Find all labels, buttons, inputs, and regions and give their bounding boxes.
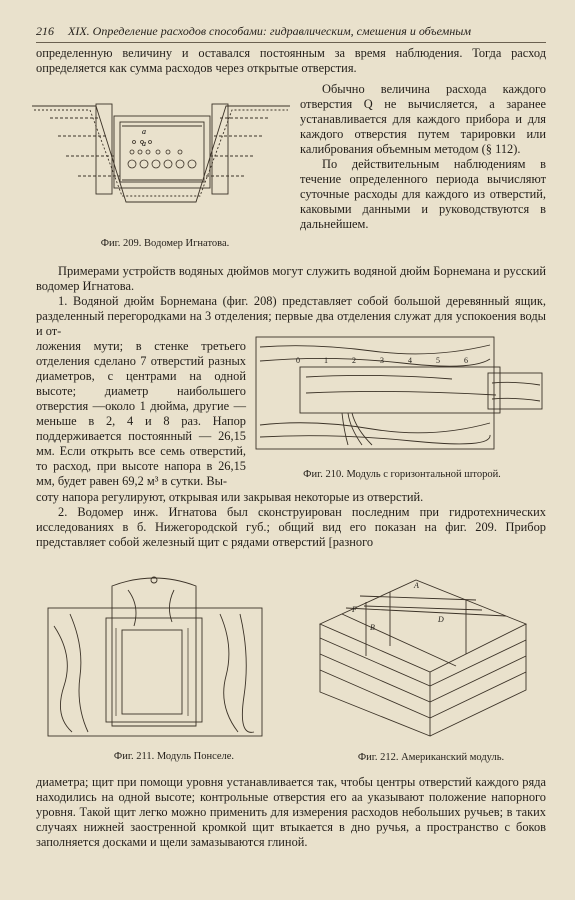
paragraph-right: Обычно величина расхода каждого отверстия Q не вычисляется, а заранее устанавливается для каждого прибора и для каждого отверстия путем тарировки или калибрования объемным методом (§ 112). По действительным наблюдениям в течение определенного периода вычисляют суточные расходы для каждого из отверстий, каковыми данными и руководствуются в дальнейшем. (300, 82, 546, 231)
fig210-scale-2: 2 (352, 356, 356, 365)
fig210-scale-4: 4 (408, 356, 412, 365)
fig209-caption: Фиг. 209. Водомер Игнатова. (100, 238, 230, 249)
fig212-caption: Фиг. 212. Американский модуль. (357, 752, 505, 763)
paragraph-bornemann: ложения мути; в стенке третьего отделения сделано 7 отверстий разных диаметров, с центрами на одной высоте; диаметр наибольшего отверстия —около 1 дюйма, другие — меньше в 2, 4 и 8 раз. Напор поддерживается постоянный — 26,15 мм. Если открыть все семь отверстий, то расход, при высоте напора в 26,15 мм, будет равен 69,2 м³ в сутки. Вы- (36, 339, 246, 488)
paragraph-ignatov: соту напора регулируют, открывая или закрывая некоторые из отверстий. 2. Водомер инж. Игнатова был сконструирован последним при гидротехнических исследованиях в б. Нижегородской губ.; общий вид его показан на фиг. 209. Прибор представляет собой железный щит с рядами отверстий [разного (36, 490, 546, 549)
page-number: 216 (36, 24, 54, 38)
fig210-scale-1: 1 (324, 356, 328, 365)
fig212-label-b: B (370, 623, 375, 632)
running-title: XIX. Определение расходов способами: гидравлическим, смешения и объемным (68, 24, 472, 38)
fig210-scale-5: 5 (436, 356, 440, 365)
figure-209-ignatov-meter (30, 96, 292, 236)
fig212-label-f: F (352, 605, 357, 614)
fig209-label-a2: a (142, 139, 146, 148)
fig210-scale-0: 0 (296, 356, 300, 365)
fig210-scale-3: 3 (380, 356, 384, 365)
fig210-caption: Фиг. 210. Модуль с горизонтальной шторой. (303, 469, 501, 480)
fig210-scale-6: 6 (464, 356, 468, 365)
page-header (36, 24, 546, 43)
paragraph-bottom: диаметра; щит при помощи уровня устанавливается так, чтобы центры отверстий каждого ряда находились на одной высоте; контрольные отверстия его aa указывают положение напорного уровня. Такой щит легко можно применить для измерения расходов небольших ручьев; в таких случаях нижней заостренной кромкой щит втыкается в дно ручья, а пространство с боков заполняется досками и щели замазываются глиной. (36, 775, 546, 849)
figure-210-horizontal-shutter (252, 333, 546, 453)
figure-212-american-module (306, 566, 546, 740)
fig209-label-a1: a (142, 127, 146, 136)
paragraph-examples: Примерами устройств водяных дюймов могут служить водяной дюйм Борнемана и русский водомер Игнатова. 1. Водяной дюйм Борнемана (фиг. 208) представляет собой большой деревянный ящик, разделенный перегородками на 3 отделения; первые два отделения служат для успокоения воды и от- (36, 264, 546, 338)
paragraph-top: определенную величину и оставался постоянным за время наблюдения. Тогда расход определяется как сумма расходов через открытые отверстия. (36, 46, 546, 75)
fig212-label-a: A (414, 581, 419, 590)
fig212-label-d: D (438, 615, 444, 624)
fig211-caption: Фиг. 211. Модуль Понселе. (113, 751, 235, 762)
figure-211-poncelet-module (44, 566, 266, 740)
